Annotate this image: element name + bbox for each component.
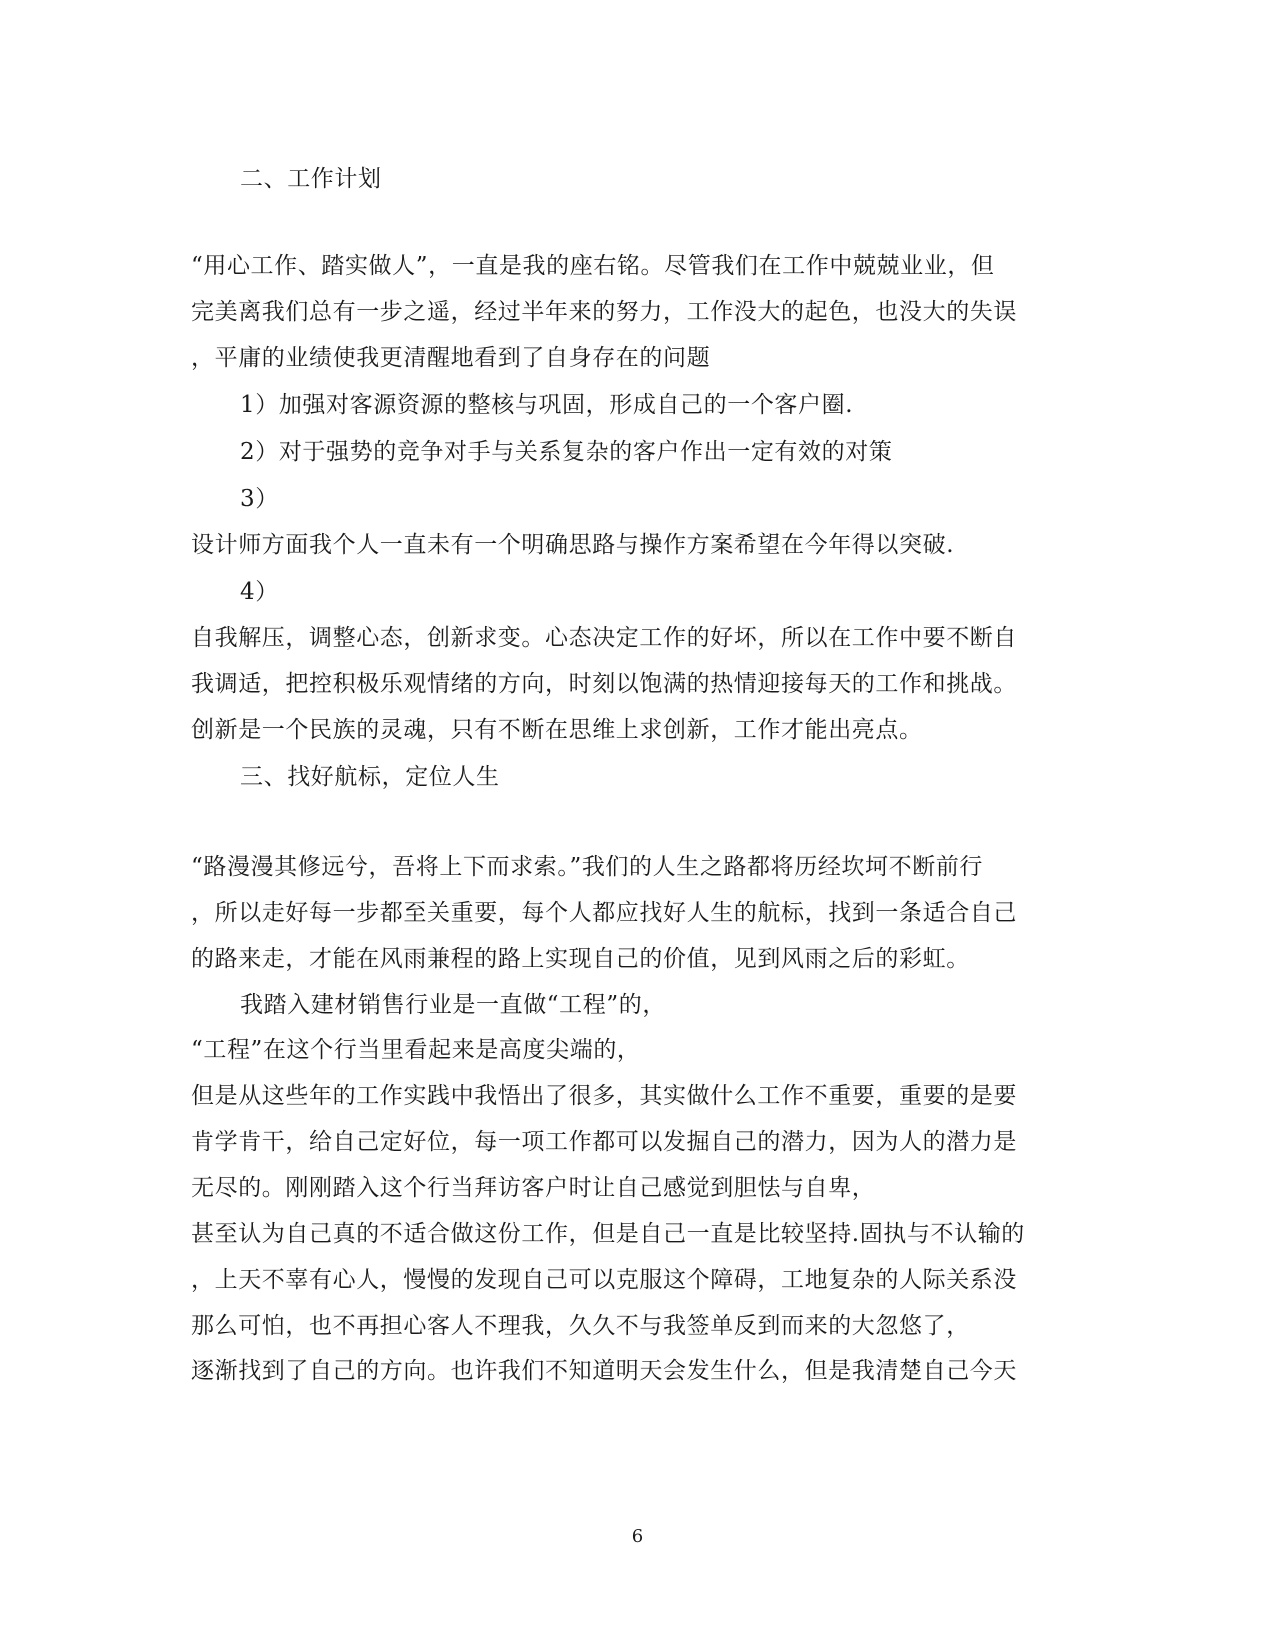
paragraph-line: 但是从这些年的工作实践中我悟出了很多，其实做什么工作不重要，重要的是要 xyxy=(191,1083,1017,1109)
paragraph-line: 逐渐找到了自己的方向。也许我们不知道明天会发生什么，但是我清楚自己今天 xyxy=(191,1358,1017,1384)
paragraph-line: 甚至认为自己真的不适合做这份工作，但是自己一直是比较坚持.固执与不认输的 xyxy=(191,1221,1025,1247)
paragraph-line: 完美离我们总有一步之遥，经过半年来的努力，工作没大的起色，也没大的失误 xyxy=(191,299,1017,325)
paragraph-line: 我踏入建材销售行业是一直做“工程”的， xyxy=(240,992,666,1018)
paragraph-line: ，所以走好每一步都至关重要，每个人都应找好人生的航标，找到一条适合自己 xyxy=(191,900,1017,926)
paragraph-line: ，平庸的业绩使我更清醒地看到了自身存在的问题 xyxy=(191,345,711,371)
paragraph-line: 那么可怕，也不再担心客人不理我，久久不与我签单反到而来的大忽悠了， xyxy=(191,1313,970,1339)
list-item-3-text: 设计师方面我个人一直未有一个明确思路与操作方案希望在今年得以突破. xyxy=(191,532,955,558)
list-item-4-text: 自我解压，调整心态，创新求变。心态决定工作的好坏，所以在工作中要不断自 xyxy=(191,625,1017,651)
paragraph-line: 无尽的。刚刚踏入这个行当拜访客户时让自己感觉到胆怯与自卑， xyxy=(191,1175,876,1201)
list-item-2: 2）对于强势的竞争对手与关系复杂的客户作出一定有效的对策 xyxy=(240,439,893,465)
paragraph-line: “用心工作、踏实做人”，一直是我的座右铭。尽管我们在工作中兢兢业业，但 xyxy=(191,253,995,279)
list-item-3-marker: 3） xyxy=(240,486,279,512)
paragraph-line: 的路来走，才能在风雨兼程的路上实现自己的价值，见到风雨之后的彩虹。 xyxy=(191,946,970,972)
paragraph-line: “路漫漫其修远兮，吾将上下而求索。”我们的人生之路都将历经坎坷不断前行 xyxy=(191,854,984,880)
page-number: 6 xyxy=(631,1526,644,1547)
section-heading-navigation: 三、找好航标，定位人生 xyxy=(240,764,500,790)
paragraph-line: “工程”在这个行当里看起来是高度尖端的， xyxy=(191,1037,641,1063)
list-item-4-marker: 4） xyxy=(240,579,279,605)
list-item-4-text: 创新是一个民族的灵魂，只有不断在思维上求创新，工作才能出亮点。 xyxy=(191,717,923,743)
section-heading-work-plan: 二、工作计划 xyxy=(240,166,382,192)
list-item-1: 1）加强对客源资源的整核与巩固，形成自己的一个客户圈. xyxy=(240,392,854,418)
paragraph-line: ，上天不辜有心人，慢慢的发现自己可以克服这个障碍，工地复杂的人际关系没 xyxy=(191,1267,1017,1293)
paragraph-line: 肯学肯干，给自己定好位，每一项工作都可以发掘自己的潜力，因为人的潜力是 xyxy=(191,1129,1017,1155)
list-item-4-text: 我调适，把控积极乐观情绪的方向，时刻以饱满的热情迎接每天的工作和挑战。 xyxy=(191,671,1017,697)
